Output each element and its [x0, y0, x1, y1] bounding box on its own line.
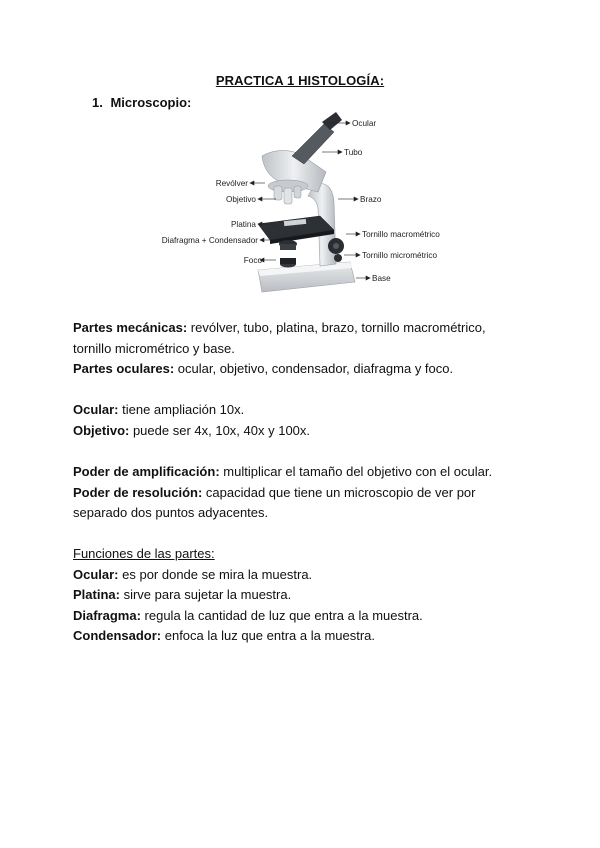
label-diafragma-condensador: Diafragma + Condensador — [161, 236, 258, 245]
funcion-item: Ocular: es por donde se mira la muestra. — [73, 566, 313, 582]
label-brazo: Brazo — [360, 195, 382, 204]
label-revolver: Revólver — [215, 179, 248, 188]
page-title: PRACTICA 1 HISTOLOGÍA: — [215, 73, 385, 88]
partes-block — [73, 318, 543, 380]
label-base: Base — [372, 274, 391, 283]
label-foco: Foco — [243, 256, 262, 265]
funciones-block — [73, 544, 543, 647]
funcion-item: Condensador: enfoca la luz que entra a la muestra. — [73, 628, 376, 643]
label-tubo: Tubo — [344, 148, 363, 157]
label-platina: Platina — [230, 220, 256, 229]
poder-resolucion-cont: separado dos puntos adyacentes. — [73, 505, 269, 520]
microscope-diagram — [150, 112, 450, 298]
funcion-item: Diafragma: regula la cantidad de luz que entra a la muestra. — [73, 607, 423, 623]
poder-block — [73, 462, 543, 524]
lentes-block — [73, 400, 543, 441]
label-tornillo-macrometrico: Tornillo macrométrico — [362, 230, 440, 239]
label-objetivo: Objetivo — [225, 195, 256, 204]
partes-mecanicas-cont: tornillo micrométrico y base. — [73, 340, 235, 356]
partes-mecanicas: Partes mecánicas: revólver, tubo, platina, brazo, tornillo macrométrico, — [73, 320, 486, 335]
section-title: Microscopio: — [110, 95, 192, 110]
funciones-heading: Funciones de las partes: — [73, 546, 215, 561]
label-ocular: Ocular — [352, 119, 377, 128]
objetivo-line: Objetivo: puede ser 4x, 10x, 40x y 100x. — [73, 422, 311, 438]
poder-resolucion: Poder de resolución: capacidad que tiene un microscopio de ver por — [73, 484, 476, 500]
partes-oculares: Partes oculares: ocular, objetivo, condensador, diafragma y foco. — [73, 361, 454, 376]
section-number: 1. — [92, 95, 103, 110]
ocular-line: Ocular: tiene ampliación 10x. — [73, 402, 245, 417]
funcion-item: Platina: sirve para sujetar la muestra. — [73, 587, 292, 602]
section-heading — [92, 95, 191, 110]
microscope-illustration — [258, 112, 355, 292]
label-tornillo-micrometrico: Tornillo micrométrico — [362, 251, 438, 260]
poder-amplificacion: Poder de amplificación: multiplicar el tamaño del objetivo con el ocular. — [73, 464, 493, 479]
